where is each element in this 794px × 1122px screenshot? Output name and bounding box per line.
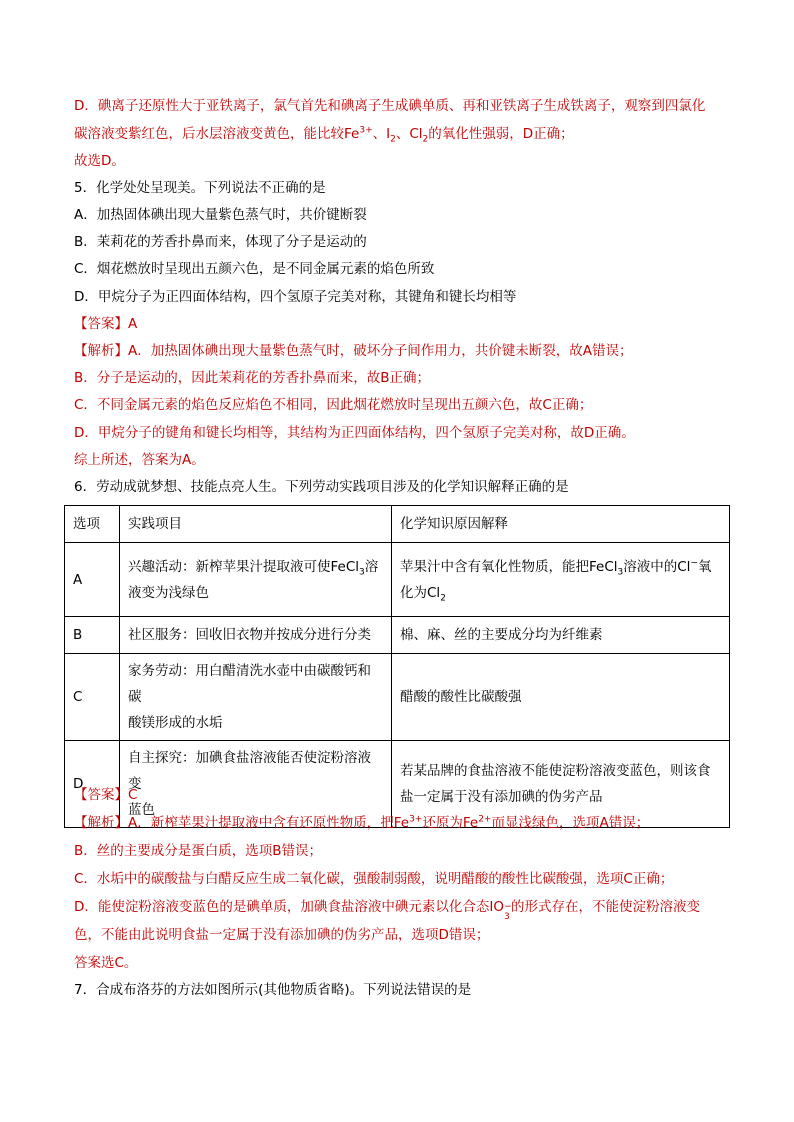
q5-stem: 5．化学处处呈现美。下列说法不正确的是 (74, 180, 326, 196)
prev-conclusion: 故选D。 (74, 153, 125, 169)
header-practice: 实践项目 (120, 506, 392, 543)
q5-explanation-a: 【解析】A．加热固体碘出现大量紫色蒸气时，破坏分子间作用力，共价键未断裂，故A错误； (74, 343, 633, 359)
table-header-row (65, 506, 730, 543)
q6-explanation-d-line2: 色，不能由此说明食盐一定属于没有添加碘的伪劣产品，选项D错误； (74, 927, 490, 943)
q6-explanation-d-line1: D．能使淀粉溶液变蓝色的是碘单质，加碘食盐溶液中碘元素以化合态IO − 3 的形式存在，不能使淀粉溶液变 (74, 899, 701, 922)
q6-answer: 【答案】C (74, 787, 138, 803)
explanation-cell: 棉、麻、丝的主要成分均为纤维素 (392, 617, 730, 654)
practice-cell: 社区服务：回收旧衣物并按成分进行分类 (120, 617, 392, 654)
q6-stem: 6．劳动成就梦想、技能点亮人生。下列劳动实践项目涉及的化学知识解释正确的是 (74, 479, 569, 495)
prev-explanation-d-line2: 碳溶液变紫红色，后水层溶液变黄色，能比较$Fe^{3+}$、$I_2$、$Cl_2$的氧化性强弱，D正确； (74, 125, 574, 145)
q6-conclusion: 答案选C。 (74, 955, 138, 971)
table-row (65, 617, 730, 654)
q5-option-d: D．甲烷分子为正四面体结构，四个氢原子完美对称，其键角和键长均相等 (74, 289, 517, 305)
q5-answer: 【答案】A (74, 316, 138, 332)
practice-cell: 自主探究：加碘食盐溶液能否使淀粉溶液变 蓝色 (120, 741, 392, 828)
practice-cell: 兴趣活动：新榨苹果汁提取液可使FeCl$_3$溶 液变为浅绿色 (120, 543, 392, 617)
practice-cell: 家务劳动：用白醋清洗水壶中由碳酸钙和碳 酸镁形成的水垢 (120, 654, 392, 741)
q5-explanation-c: C．不同金属元素的焰色反应焰色不相同，因此烟花燃放时呈现出五颜六色，故C正确； (74, 397, 593, 413)
explanation-cell: 醋酸的酸性比碳酸强 (392, 654, 730, 741)
header-explanation: 化学知识原因解释 (392, 506, 730, 543)
table-row (65, 654, 730, 741)
option-label: D (65, 741, 120, 828)
q5-option-c: C．烟花燃放时呈现出五颜六色，是不同金属元素的焰色所致 (74, 261, 435, 277)
q5-explanation-d: D．甲烷分子的键角和键长均相等，其结构为正四面体结构，四个氢原子完美对称，故D正确。 (74, 425, 635, 441)
q5-option-b: B．茉莉花的芳香扑鼻而来，体现了分子是运动的 (74, 234, 367, 250)
table-row (65, 543, 730, 617)
q6-explanation-a: 【解析】A．新榨苹果汁提取液中含有还原性物质，把$Fe^{3+}$还原为$Fe^{2+}$而显浅绿色，选项A错误； (74, 814, 650, 831)
q5-conclusion: 综上所述，答案为A。 (74, 452, 205, 468)
option-label: A (65, 543, 120, 617)
q6-table (64, 505, 730, 828)
q6-explanation-b: B．丝的主要成分是蛋白质，选项B错误； (74, 843, 323, 859)
option-label: B (65, 617, 120, 654)
header-option: 选项 (65, 506, 120, 543)
q7-stem: 7．合成布洛芬的方法如图所示(其他物质省略)。下列说法错误的是 (74, 982, 472, 998)
explanation-cell: 若某品牌的食盐溶液不能使淀粉溶液变蓝色，则该食 盐一定属于没有添加碘的伪劣产品 (392, 741, 730, 828)
option-label: C (65, 654, 120, 741)
q5-explanation-b: B．分子是运动的，因此茉莉花的芳香扑鼻而来，故B正确； (74, 370, 431, 386)
q5-option-a: A．加热固体碘出现大量紫色蒸气时，共价键断裂 (74, 207, 367, 223)
explanation-cell: 苹果汁中含有氧化性物质，能把FeCl$_3$溶液中的Cl−氧 化为$Cl_2$ (392, 543, 730, 617)
q6-explanation-c: C．水垢中的碳酸盐与白醋反应生成二氧化碳，强酸制弱酸，说明醋酸的酸性比碳酸强，选项C正确； (74, 871, 674, 887)
prev-explanation-d-line1: D．碘离子还原性大于亚铁离子，氯气首先和碘离子生成碘单质、再和亚铁离子生成铁离子，观察到四氯化 (74, 98, 706, 114)
